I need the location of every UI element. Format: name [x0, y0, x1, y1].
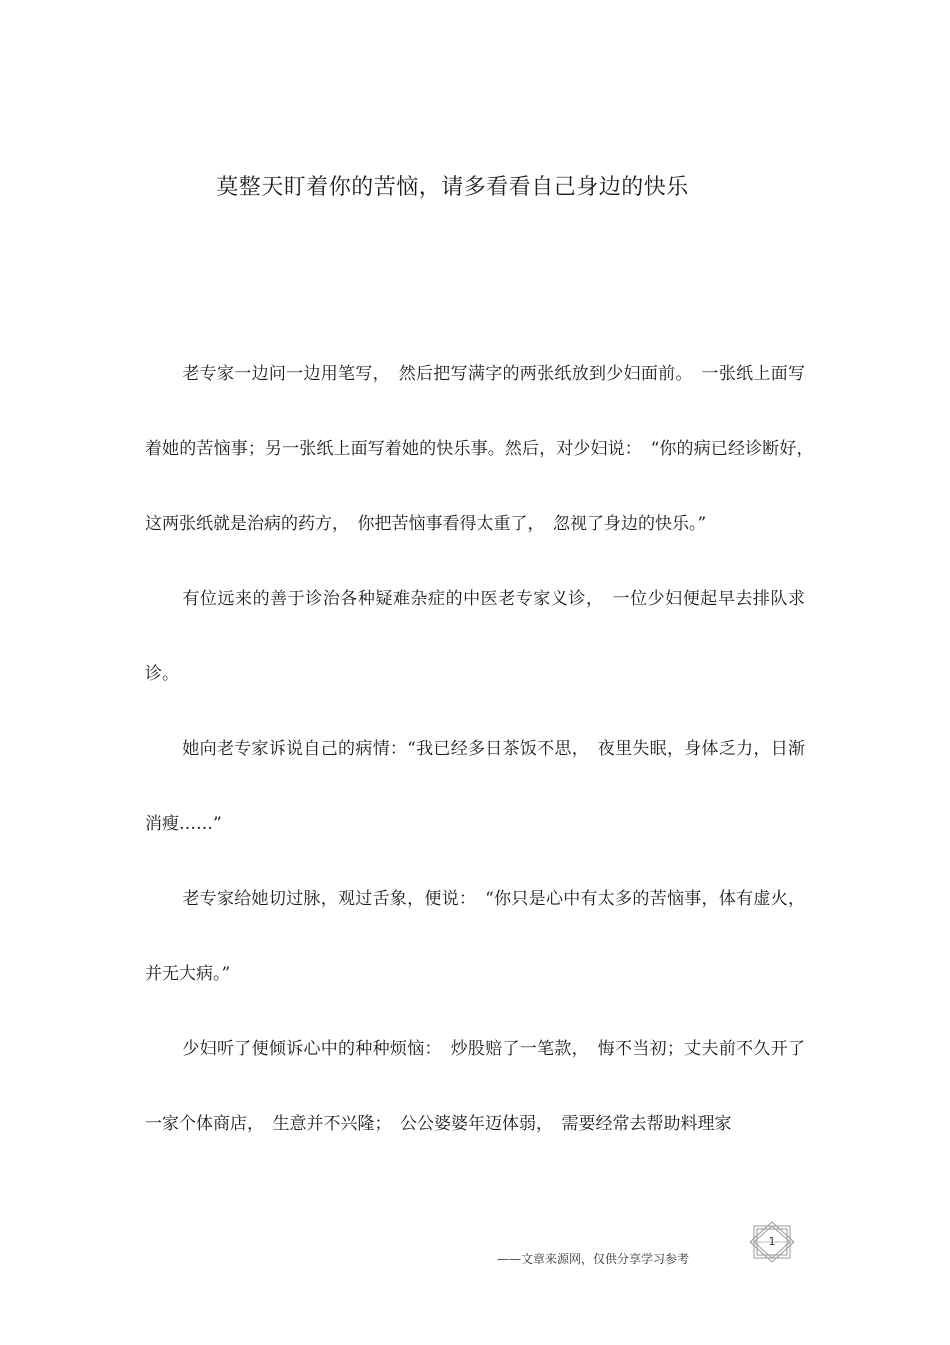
page-number: 1: [768, 1235, 776, 1248]
paragraph-2: 有位远来的善于诊治各种疑难杂症的中医老专家义诊， 一位少妇便起早去排队求诊。: [145, 589, 805, 684]
paragraph-1: 老专家一边问一边用笔写， 然后把写满字的两张纸放到少妇面前。 一张纸上面写着她的苦恼事；另一张纸上面写着她的快乐事。然后，对少妇说： “你的病已经诊断好， 这两张纸就是治病的药方， 你把苦恼事看得太重了， 忽视了身边的快乐。”: [145, 364, 822, 534]
paragraph-4: 老专家给她切过脉，观过舌象，便说： “你只是心中有太多的苦恼事，体有虚火，并无大病。”: [145, 889, 805, 984]
page-title: 莫整天盯着你的苦恼，请多看看自己身边的快乐: [216, 175, 689, 200]
footer-source-note: ——文章来源网，仅供分享学习参考: [497, 1252, 690, 1266]
article-body: [145, 337, 822, 1162]
paragraph-3: 她向老专家诉说自己的病情：“我已经多日茶饭不思， 夜里失眠，身体乏力，日渐消瘦……”: [145, 739, 805, 834]
paragraph-5: 少妇听了便倾诉心中的种种烦恼： 炒股赔了一笔款， 悔不当初；丈夫前不久开了一家个体商店， 生意并不兴隆； 公公婆婆年迈体弱， 需要经常去帮助料理家: [145, 1039, 805, 1134]
page-number-badge: [748, 1221, 796, 1263]
